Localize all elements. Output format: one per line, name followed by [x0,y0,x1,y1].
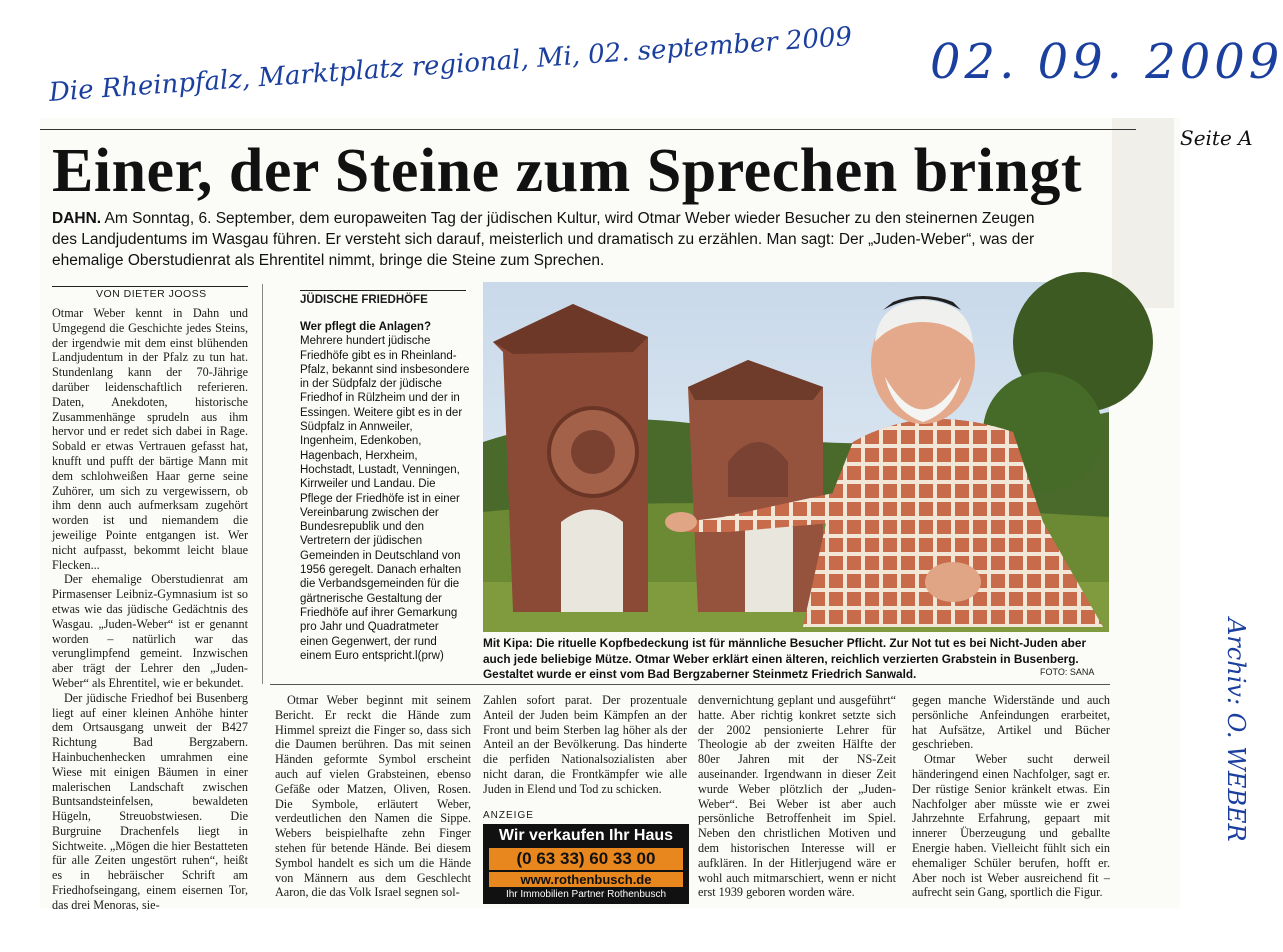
column-1-paragraph: Der ehemalige Oberstudienrat am Pirmasenser Leibniz-Gymnasium ist so etwas wie das jüdische Gedächtnis des Wasgau. „Juden-Weber“ ist er genannt worden – natürlich war das verunglimpfend gemeint. Inzwischen aber trägt der Lehrer den „Juden-Weber“ als Ehrentitel, wie er bekundet. [52,572,248,690]
photo-caption [483,636,1095,683]
column-5-paragraph: Otmar Weber sucht derweil händeringend einen Nachfolger, sagt er. Der rüstige Senior kränkelt etwas. Ein Nachfolger aber müsste wie er zwei Jahrzehnte Erfahrung, gepaart mit innerer Überzeugung und geballte Energie haben. Vielleicht fühlt sich ein ehemaliger Schüler berufen, hofft er. Aber noch ist Weber ausreichend fit – aufrecht sein Gang, sportlich die Figur. [912,752,1110,900]
page-annotation: Seite A [1180,126,1253,150]
column-1-paragraph: Otmar Weber kennt in Dahn und Umgegend die Geschichte jedes Steins, der irgendwie mit dem einst blühenden Landjudentum in der Pfalz zu tun hat. Stundenlang kann der 70-Jährige darüber leidenschaftlich referieren. Daten, Anekdoten, historische Zusammenhänge sprudeln aus ihm hervor und er redet sich dabei in Rage. Sobald er etwas Vertrauen gefasst hat, knufft und pufft der bärtige Mann mit dem schlohweißen Haar gerne seine Zuhörer, um sich zu vergewissern, ob ihm denn auch aufmerksam zugehört worden ist und niemandem die jeweilige Pointe entgangen ist. Wer nicht aufpasst, bekommt leicht blaue Flecken... [52,306,248,572]
info-box-title: JÜDISCHE FRIEDHÖFE [300,294,428,306]
advert-url[interactable]: www.rothenbusch.de [489,872,683,887]
info-box-text: Mehrere hundert jüdische Friedhöfe gibt es in Rheinland-Pfalz, bekannt sind insbesondere in der Südpfalz der jüdische Friedhof in Rülzheim und der in Essingen. Weitere gibt es in der Südpfalz in Annweiler, Ingenheim, Edenkoben, Hagenbach, Herxheim, Hochstadt, Lustadt, Venningen, Kirrweiler und Landau. Die Pflege der Friedhöfe ist in einer Vereinbarung zwischen der Bundesrepublik und den Vertretern der jüdischen Gemeinden in Deutschland von 1956 geregelt. Danach erhalten die Verbandsgemeinden für die gärtnerische Gestaltung der Friedhöfe auf ihrer Gemarkung pro Jahr und Quadratmeter einen Gegenwert, der rund einem Euro entspricht.l(prw) [300,335,470,662]
headline: Einer, der Steine zum Sprechen bringt [52,137,1083,205]
caption-text: Mit Kipa: Die rituelle Kopfbedeckung ist für männliche Besucher Pflicht. Zur Not tut es bei Nicht-Juden aber auch jede beliebige Mütze. Otmar Weber erklärt einen älteren, reichlich verzierten Grabstein in Busenberg. Gestaltet wurde er einst vom Bad Bergzaberner Steinmetz Friedrich Sanwald. [483,636,1087,681]
article-column-1 [52,306,248,912]
column-1-paragraph: Der jüdische Friedhof bei Busenberg liegt auf einer kleinen Anhöhe hinter dem Ortsausgang unweit der B427 Richtung Bad Bergzabern. Hainbuchenhecken umrahmen eine Wiese mit einigen Bäumen in einer malerischen Landschaft zwischen Buntsandsteinfelsen, bewaldeten Hügeln, Streuobstwiesen. Die Burgruine Drachenfels liegt in Sichtweite. „Mögen die hier Bestatteten für alle Zeiten ungestört ruhen“, heißt es in hebräischer Schrift am Friedhofseingang, einem eisernen Tor, das drei Menoras, sie- [52,690,248,912]
top-rule [40,129,1136,130]
article-column-5 [912,693,1110,906]
column-4-paragraph: denvernichtung geplant und ausgeführt“ hatte. Aber richtig konkret setzte sich der 2002 pensionierte Lehrer für Theologie ab der zweiten Hälfte der 80er Jahren mit der NS-Zeit auseinander. Irgendwann in dieser Zeit wurde Weber plötzlich der „Juden-Weber“. Bei Weber ist aber auch persönliche Betroffenheit im Spiel. Neben den christlichen Motiven und dem historischen Interesse will er aufklären. In der Hitlerjugend wäre er wohl auch mitmarschiert, wenn er nicht erst 1939 geboren worden wäre. [698,693,896,900]
article-column-3 [483,693,687,805]
lead-paragraph [52,208,1037,271]
advert-headline: Wir verkaufen Ihr Haus [498,827,674,844]
byline: VON DIETER JOOSS [96,288,207,300]
article-column-2 [275,693,471,906]
info-box [300,320,470,670]
adjacent-column-remnant [1112,118,1174,308]
date-annotation: 02. 09. 2009 [930,34,1283,90]
lead-text: Am Sonntag, 6. September, dem europaweiten Tag der jüdischen Kultur, wird Otmar Weber wieder Besucher zu den steinernen Zeugen des Landjudentums im Wasgau führen. Er versteht sich darauf, meisterlich und dramatisch zu erzählen. Man sagt: Der „Juden-Weber“, was der ehemalige Oberstudienrat als Ehrentitel nimmt, bringe die Steine zum Sprechen. [52,210,1035,269]
column-divider [262,284,263,684]
column-3-paragraph: Zahlen sofort parat. Der prozentuale Anteil der Juden beim Kämpfen an der Front und beim Sterben lag höher als der Anteil an der Bevölkerung. Das hinderte die perfiden Nationalsozialisten aber nicht daran, die Frontkämpfer wie alle Juden in Elend und Tod zu schicken. [483,693,687,796]
advert-partner: Ihr Immobilien Partner Rothenbusch [505,889,667,900]
advert-phone[interactable]: (0 63 33) 60 33 00 [489,848,683,870]
source-annotation: Die Rheinpfalz, Marktplatz regional, Mi, 02. september 2009 [48,21,854,108]
photo [483,282,1109,632]
article-column-4 [698,693,896,906]
advert-box[interactable] [483,824,689,904]
info-box-question: Wer pflegt die Anlagen? [300,321,431,333]
lower-section-rule [270,684,1110,685]
photo-credit: FOTO: SANA [1040,667,1095,677]
advert-label: ANZEIGE [483,810,534,821]
archive-annotation: Archiv: O. WEBER [1222,618,1250,842]
info-box-rule [300,290,466,291]
byline-rule [52,286,248,287]
column-5-paragraph: gegen manche Widerstände und auch persönliche Anfeindungen erarbeitet, hat Aufsätze, Artikel und Bücher geschrieben. [912,693,1110,752]
column-2-paragraph: Otmar Weber beginnt mit seinem Bericht. Er reckt die Hände zum Himmel spreizt die Finger so, dass sich die Daumen berühren. Das mit seinen Händen geformte Symbol erscheint auch auf vielen Grabsteinen, ebenso Gefäße oder Matzen, Oliven, Rosen. Die Symbole, erläutert Weber, verdeutlichen den Namen die Sippe. Webers beispielhafte zehn Finger stehen für betende Hände. Bei diesem Symbol handelt es sich um die Hände von Männern aus dem Geschlecht Aaron, die das Volk Israel segnen sol- [275,693,471,900]
photo-illustration [483,282,1109,632]
lead-place: DAHN. [52,210,102,227]
